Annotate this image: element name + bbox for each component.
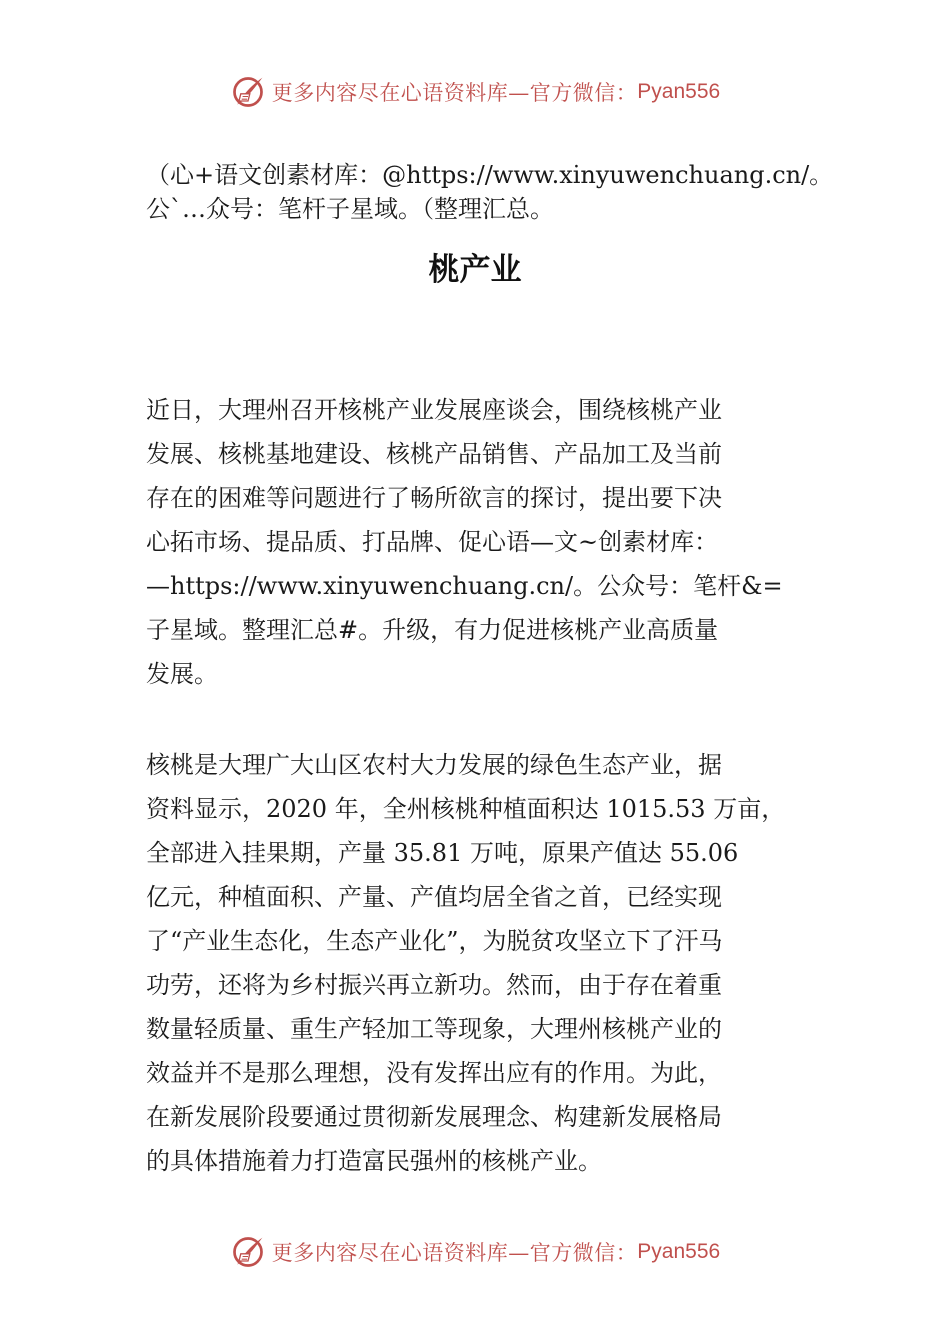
footer-banner (0, 1230, 950, 1274)
banner-text: 更多内容尽在心语资料库—官方微信： (271, 81, 638, 105)
intro-line: 公`…众号：笔杆子星域。（整理汇总。 (146, 195, 554, 223)
paragraph (146, 743, 846, 1183)
paragraph (146, 388, 846, 696)
paragraph-line: 数量轻质量、重生产轻加工等现象，大理州核桃产业的 (146, 1015, 722, 1043)
paragraph-line: 心拓市场、提品质、打品牌、促心语—文~创素材库： (146, 528, 719, 556)
paragraph-line: 子星域。整理汇总#。升级，有力促进核桃产业高质量 (146, 616, 719, 644)
intro-line: （心+语文创素材库：@https://www.xinyuwenchuang.cn/。 (146, 161, 834, 189)
paragraph-line: —https://www.xinyuwenchuang.cn/。公众号：笔杆&= (146, 572, 783, 600)
paragraph-line: 效益并不是那么理想，没有发挥出应有的作用。为此， (146, 1059, 722, 1087)
paragraph-line: 资料显示，2020 年，全州核桃种植面积达 1015.53 万亩， (146, 795, 786, 823)
paragraph-line: 存在的困难等问题进行了畅所欲言的探讨，提出要下决 (146, 484, 722, 512)
banner-wechat-id: Pyan556 (637, 80, 721, 103)
paragraph-line: 发展。 (146, 660, 218, 688)
paragraph-line: 全部进入挂果期，产量 35.81 万吨，原果产值达 55.06 (146, 839, 739, 867)
paragraph-line: 近日，大理州召开核桃产业发展座谈会，围绕核桃产业 (146, 396, 722, 424)
paragraph-line: 亿元，种植面积、产量、产值均居全省之首，已经实现 (146, 883, 722, 911)
paragraph-line: 在新发展阶段要通过贯彻新发展理念、构建新发展格局 (146, 1103, 722, 1131)
page-title: 桃产业 (428, 252, 522, 288)
intro-block (146, 158, 846, 226)
quill-circle-logo-icon (230, 1234, 266, 1270)
paragraph-line: 的具体措施着力打造富民强州的核桃产业。 (146, 1147, 602, 1175)
paragraph-line: 发展、核桃基地建设、核桃产品销售、产品加工及当前 (146, 440, 722, 468)
paragraph-line: 功劳，还将为乡村振兴再立新功。然而，由于存在着重 (146, 971, 722, 999)
paragraph-line: 了“产业生态化，生态产业化”，为脱贫攻坚立下了汗马 (146, 927, 723, 955)
paragraph-line: 核桃是大理广大山区农村大力发展的绿色生态产业，据 (146, 751, 722, 779)
banner-wechat-id: Pyan556 (637, 1240, 721, 1263)
quill-circle-logo-icon (230, 74, 266, 110)
banner-text: 更多内容尽在心语资料库—官方微信： (271, 1241, 638, 1265)
header-banner (0, 70, 950, 114)
